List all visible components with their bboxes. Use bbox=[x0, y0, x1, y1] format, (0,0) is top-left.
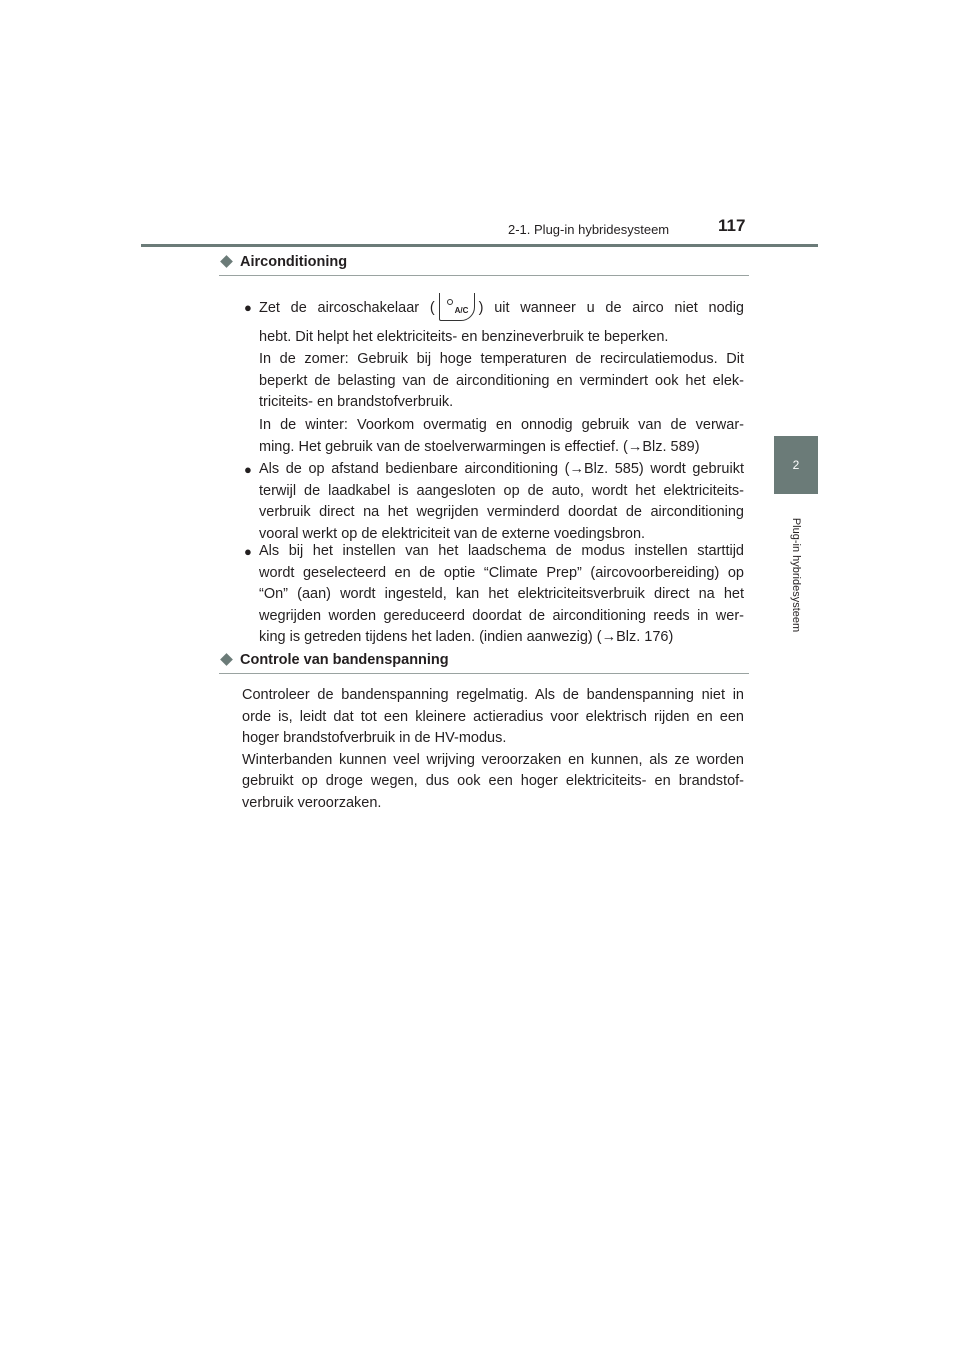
section-heading-bandenspanning bbox=[219, 652, 749, 674]
chapter-tab bbox=[774, 436, 818, 494]
text-fragment: ) uit wanneer u de airco niet nodig bbox=[478, 300, 744, 316]
paragraph-line: triciteits- en brandstofverbruik. bbox=[259, 394, 454, 410]
airco-summer-paragraph bbox=[259, 349, 744, 414]
diamond-icon bbox=[220, 255, 233, 268]
paragraph-line bbox=[259, 293, 744, 323]
paragraph-line: hoger brandstofverbruik in de HV-modus. bbox=[242, 730, 507, 746]
ac-button-icon bbox=[439, 293, 475, 321]
indicator-dot bbox=[447, 299, 453, 305]
paragraph-line: Winterbanden kunnen veel wrijving veroorzaken en kunnen, als ze worden bbox=[242, 751, 744, 768]
section-title: Airconditioning bbox=[240, 254, 348, 270]
header-rule bbox=[141, 244, 818, 247]
bullet-icon: ● bbox=[244, 462, 252, 477]
airco-bullet-1 bbox=[259, 293, 744, 349]
paragraph-line: king is getreden tijdens het laden. (indien aanwezig) (→Blz. 176) bbox=[259, 629, 674, 645]
paragraph-line: Als de op afstand bedienbare airconditioning (→Blz. 585) wordt gebruikt bbox=[259, 461, 744, 477]
chapter-tab-number: 2 bbox=[792, 458, 800, 472]
paragraph-line: terwijl de laadkabel is aangesloten op de auto, wordt het elektriciteits- bbox=[259, 482, 744, 499]
airco-bullet-2 bbox=[259, 459, 744, 545]
paragraph-line: In de zomer: Gebruik bij hoge temperaturen de recirculatiemodus. Dit bbox=[259, 351, 744, 367]
paragraph-line: verbruik veroorzaken. bbox=[242, 794, 382, 811]
header-section-title: 2-1. Plug-in hybridesysteem bbox=[508, 222, 670, 237]
paragraph-line: gebruikt op droge wegen, dus ook een hoger elektriciteits- en brandstof- bbox=[242, 773, 744, 789]
paragraph-line: Als bij het instellen van het laadschema de modus instellen starttijd bbox=[259, 543, 744, 559]
paragraph-line: wordt geselecteerd en de optie “Climate Prep” (aircovoorbereiding) op bbox=[259, 564, 744, 581]
paragraph-line: beperkt de belasting van de airconditioning en vermindert ook het elek- bbox=[259, 372, 744, 389]
paragraph-line: Controleer de bandenspanning regelmatig. Als de bandenspanning niet in bbox=[242, 687, 744, 703]
diamond-icon bbox=[220, 653, 233, 666]
paragraph-line: vooral werkt op de elektriciteit van de externe voedingsbron. bbox=[259, 525, 646, 542]
section-title: Controle van bandenspanning bbox=[240, 652, 449, 668]
paragraph-line: wegrijden worden gereduceerd doordat de airconditioning reeds in wer- bbox=[259, 607, 744, 624]
chapter-side-label-area bbox=[774, 500, 818, 650]
bullet-icon: ● bbox=[244, 544, 252, 559]
paragraph-line: In de winter: Voorkom overmatig en onnodig gebruik van de verwar- bbox=[259, 417, 744, 433]
paragraph-line: hebt. Dit helpt het elektriciteits- en benzineverbruik te beperken. bbox=[259, 329, 669, 345]
bullet-icon: ● bbox=[244, 300, 252, 315]
chapter-side-label: Plug-in hybridesysteem bbox=[790, 517, 802, 633]
paragraph-line: verbruik direct na het wegrijden verminderd doordat de airconditioning bbox=[259, 504, 744, 520]
page-number: 117 bbox=[718, 216, 746, 235]
airco-winter-paragraph bbox=[259, 415, 744, 458]
ac-button-label: A/C bbox=[454, 306, 469, 316]
paragraph-line: ming. Het gebruik van de stoelverwarmingen is effectief. (→Blz. 589) bbox=[259, 438, 700, 455]
text-fragment: Zet de aircoschakelaar ( bbox=[259, 300, 435, 316]
tires-paragraph bbox=[242, 685, 744, 814]
airco-bullet-3 bbox=[259, 541, 744, 649]
paragraph-line: orde is, leidt dat tot een kleinere actieradius voor elektrisch rijden en een bbox=[242, 708, 744, 725]
paragraph-line: “On” (aan) wordt ingesteld, kan het elektriciteitsverbruik direct na het bbox=[259, 586, 744, 602]
section-heading-airconditioning bbox=[219, 254, 749, 276]
